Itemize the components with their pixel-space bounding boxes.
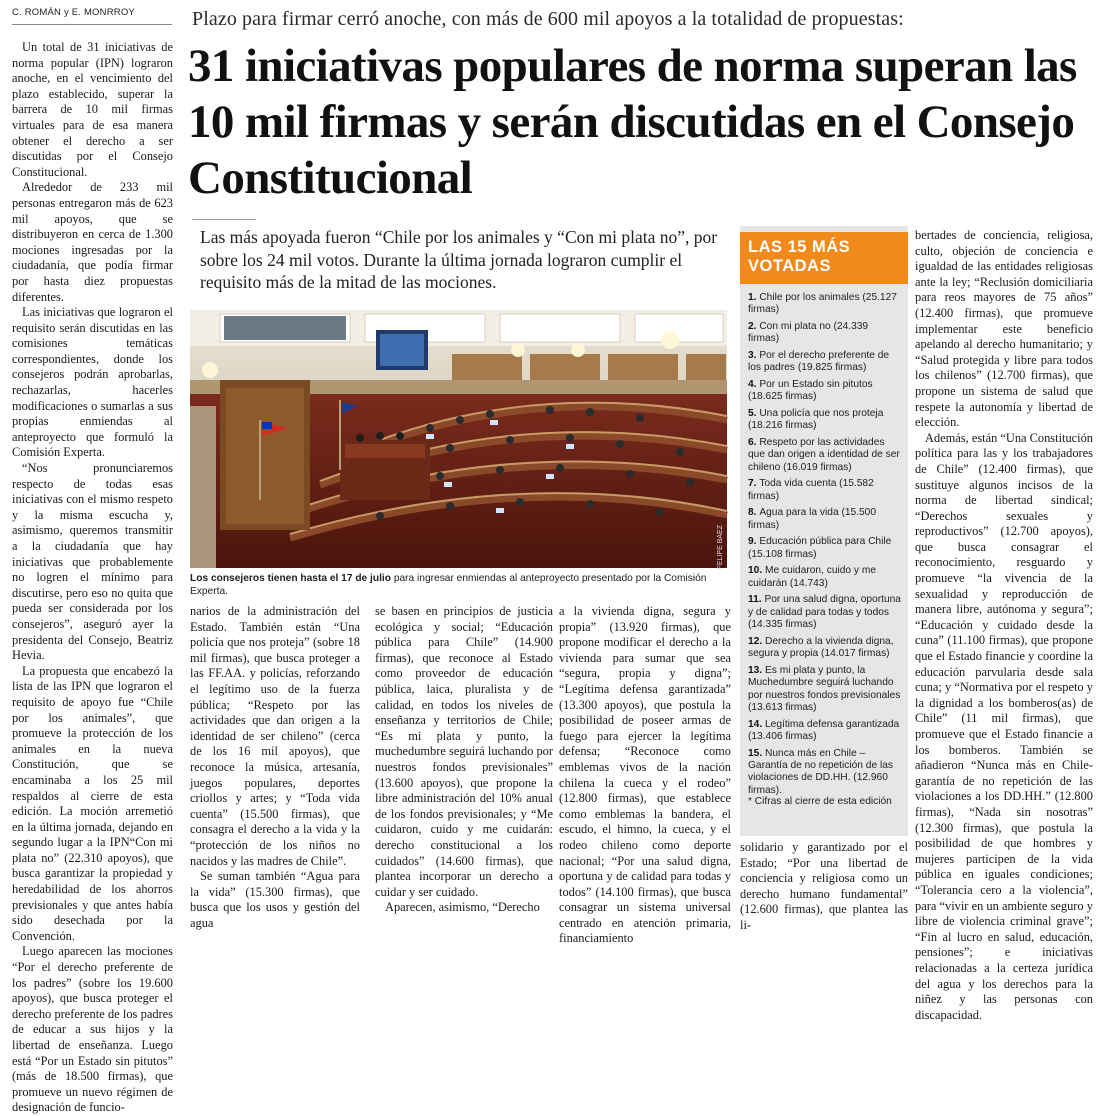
sidebar-item-number: 4.: [748, 379, 760, 390]
sidebar-list-item: [748, 507, 902, 532]
sidebar-item-text: Nunca más en Chile – Garantía de no repetición de las violaciones de DD.HH. (12.960 firmas).: [748, 747, 893, 796]
sidebar-item-number: 3.: [748, 350, 760, 361]
sidebar-list-item: [748, 719, 902, 744]
sidebar-item-text: Por un Estado sin pitutos (18.625 firmas): [748, 379, 873, 403]
sidebar-item-text: Es mi plata y punto, la Muchedumbre seguirá luchando por nuestros fondos previsionales (13.613 firmas): [748, 664, 901, 714]
sidebar-item-number: 8.: [748, 507, 760, 519]
sidebar-item-number: 7.: [748, 478, 760, 490]
sidebar-item-number: 13.: [748, 664, 765, 676]
sidebar-note: * Cifras al cierre de esta edición: [748, 796, 892, 807]
body-column-4: [559, 604, 731, 947]
sidebar-item-text: Derecho a la vivienda digna, segura y propia (14.017 firmas): [748, 635, 894, 660]
sidebar-item-text: Agua para la vida (15.500 firmas): [748, 507, 877, 531]
sidebar-list-item: [748, 408, 902, 433]
lead-paragraph: Las más apoyada fueron “Chile por los animales y “Con mi plata no”, por sobre los 24 mil votos. Durante la última jornada lograron cumplir el requisito más de la mitad de las mociones.: [200, 227, 718, 292]
sidebar-list-item: [748, 594, 902, 631]
body-paragraph: Aparecen, asimismo, “Derecho: [385, 900, 540, 915]
sidebar-list-item: [748, 748, 902, 798]
sidebar-list-item: [748, 478, 902, 503]
body-column-5: [740, 840, 908, 934]
body-paragraph: Las iniciativas que lograron el requisito serán discutidas en las comisiones temáticas correspondientes, donde los consejeros podrán aprobarlas, rechazarlas, hacerles modificaciones o sumarlas a sus propias enmiendas al anteproyecto que formuló la Comisión Experta.: [12, 305, 173, 460]
sidebar-item-number: 2.: [748, 321, 760, 332]
sidebar-item-text: Una policía que nos proteja (18.216 firmas): [748, 408, 884, 432]
photo-caption: [190, 572, 727, 598]
sidebar-item-number: 9.: [748, 536, 760, 548]
body-paragraph: Luego aparecen las mociones “Por el derecho preferente de los padres” (sobre los 19.600 apoyos), que busca proteger el derecho preferente de los padres de educar a sus hijos y la libertad de enseñanza. Luego está “Por un Estado sin pitutos” (más de 18.500 firmas), que promueve un nuevo régimen de designación de funcio-: [12, 944, 173, 1115]
caption-bold: Los consejeros tienen hasta el 17 de julio: [190, 573, 391, 584]
sidebar-item-text: Respeto por las actividades que dan origen a identidad de ser chileno (16.019 firmas): [748, 437, 900, 473]
body-paragraph: “Nos pronunciaremos respecto de todas esas iniciativas con el mismo respeto y la misma escucha y, asimismo, queremos transmitir a la ciudadanía que hay iniciativas que probablemente no logren el mínimo para discutirse, pero eso no quita que pueda ser considerada por los consejeros”, aseguró ayer la presidenta del Consejo, Beatriz Hevia.: [12, 461, 173, 663]
body-column-2: [190, 604, 360, 931]
sidebar-item-number: 6.: [748, 437, 760, 448]
sidebar-item-number: 14.: [748, 718, 765, 730]
sidebar-title: LAS 15 MÁS VOTADAS: [740, 232, 908, 284]
sidebar-list-item: [748, 565, 902, 590]
sidebar-item-text: Toda vida cuenta (15.582 firmas): [748, 478, 874, 502]
sidebar-box: [740, 226, 908, 836]
sidebar-list-item: [748, 321, 902, 346]
sidebar-item-text: Chile por los animales (25.127 firmas): [748, 292, 897, 316]
byline: C. ROMÁN y E. MONRROY: [12, 7, 135, 18]
body-paragraph: se basen en principios de justicia ecológica y social; “Educación pública para Chile” (14.900 firmas), que reconoce al Estado como proveedor de educación pública, laica, pluralista y de calidad, en todos los niveles de enseñanza y territorios de Chile; “Es mi plata y punto, la muchedumbre seguirá luchando por nuestros fondos previsionales” (13.600 apoyos), que propone la libre administración del 10% anual de los fondos previsionales; y “Me cuidaron, cuido y me cuidarán: derecho constitucional a los cuidados” (14.600 firmas), que plantea incorporar un derecho a cuidar y ser cuidado.: [375, 604, 553, 899]
sidebar-item-number: 15.: [748, 747, 765, 759]
kicker: Plazo para firmar cerró anoche, con más de 600 mil apoyos a la totalidad de propuestas:: [192, 8, 904, 30]
body-paragraph: solidario y garantizado por el Estado; “Por una libertad de conciencia y religiosa como un derecho humano fundamental” (12.600 firmas), que plantea las li-: [740, 840, 908, 932]
sidebar-item-text: Por el derecho preferente de los padres (19.825 firmas): [748, 350, 890, 374]
photo: [190, 310, 727, 568]
body-paragraph: Se suman también “Agua para la vida” (15.300 firmas), que busca que los usos y gestión del agua: [190, 869, 360, 930]
sidebar-list-item: [748, 350, 902, 375]
body-paragraph: La propuesta que encabezó la lista de las IPN que lograron el requisito de apoyo fue “Chile por los animales”, que promueve la protección de los animales en la nueva Constitución, que se encaminaba a los 25 mil respaldos al cierre de esta edición. La moción arremetió en la última jornada, dejando en segundo lugar a la IPN“Con mi plata no” (22.310 apoyos), que busca garantizar la propiedad y heredabilidad de los ahorros previsionales y que antes había sido desechada por la Convención.: [12, 663, 173, 943]
sidebar-item-text: Legítima defensa garantizada (13.406 firmas): [748, 718, 900, 743]
body-column-6: [915, 228, 1093, 1023]
body-paragraph: Alrededor de 233 mil personas entregaron más de 623 mil apoyos, que se distribuyeron en cerca de 1.300 mociones ingresadas por la ciudadanía, que podía firmar por hasta diez propuestas diferentes.: [12, 180, 173, 304]
sidebar-list-item: [748, 536, 902, 561]
photo-credit: FELIPE BAEZ: [717, 525, 724, 570]
sidebar-list: [748, 292, 902, 801]
body-paragraph: Además, están “Una Constitución política para las y los trabajadores de Chile” (12.400 firmas), que sustituye algunos incisos de la norma de libertad sindical; “Derechos sexuales y reproductivos” (12.700 apoyos), que busca consagrar el reconocimiento, resguardo y promueve “la vivencia de la sexualidad y reproducción de manera libre, autónoma y segura”; “Educación y cuidado desde la cuna” (11.100 firmas), que propone que el Estado financie y coordine la educación parvularia desde sala cuna; y “Normativa por el respeto y la dignidad a los bomberos(as) de Chile” (11 mil firmas), que promueve que el Estado financie a los bomberos. También se añadieron “Nunca más en Chile- garantía de no repetición de las violaciones a los DD.HH.” (12.800 firmas), “Nada sin nosotras” (12.300 firmas), que postula la posibilidad de que hombres y mujeres participen de la vida pública en iguales condiciones; “Tolerancia cero a la violencia”, para “vivir en un ambiente seguro y libre de violencia criminal grave”; “Fin al lucro en salud, educación, pensiones”; e iniciativas relacionadas a la certeza jurídica del agua y los derechos para la niñez y las personas con discapacidad.: [915, 430, 1093, 1022]
sidebar-list-item: [748, 437, 902, 474]
sidebar-item-text: Por una salud digna, oportuna y de calidad para todas y todos (14.335 firmas): [748, 594, 901, 631]
body-paragraph: narios de la administración del Estado. También están “Una policía que nos proteja” (sobre 18 mil firmas), que busca proteger a las FF.AA. y policías, reforzando el legítimo uso de la fuerza pública; “Respeto por las actividades que dan origen a la identidad de ser chileno” (cerca de los 16 mil apoyos), que reconoce la música, artesanía, juegos populares, deportes criollos y artes; y “Toda vida cuenta” (15.500 firmas), que consagra el derecho a la vida y la “protección de los niños no nacidos y las madres de Chile”.: [190, 604, 360, 868]
byline-rule: [12, 24, 172, 25]
sidebar-list-item: [748, 636, 902, 661]
sidebar-item-text: Con mi plata no (24.339 firmas): [748, 321, 869, 345]
headline: 31 iniciativas populares de norma superan las 10 mil firmas y serán discutidas en el Consejo Constitucional: [188, 40, 1077, 204]
sidebar-list-item: [748, 292, 902, 317]
body-paragraph: a la vivienda digna, segura y propia” (13.920 firmas), que propone modificar el derecho a la vivienda para sumar que sea “segura, propia y digna”; “Legítima defensa garantizada” (13.300 apoyos), que postula la posibilidad de poseer armas de fuego para ejercer la legítima defensa; “Reconoce como emblemas vivos de la nación chilena la cueca y el rodeo” (12.800 firmas), que establece como emblemas la bandera, el escudo, el himno, la cueca, y el rodeo chileno como deporte nacional; “Por una salud digna, oportuna y de calidad para todas y todos” (14.100 firmas), que busca consagrar un sistema universal centrado en atención primaria, financiamiento: [559, 604, 731, 946]
sidebar-item-number: 10.: [748, 565, 765, 577]
sidebar-item-number: 5.: [748, 408, 760, 419]
sidebar-item-number: 12.: [748, 635, 765, 647]
body-paragraph: bertades de conciencia, religiosa, culto, objeción de conciencia e igualdad de las entidades religiosas ante la ley; “Reclusión domiciliaria para reos mayores de 75 años” (12.400 firmas), que promueve implementar este beneficio apelando al derecho humanitario; y “Salud protegida y libre para todos los chilenos” (12.700 firmas), que propone un sistema de salud que respete la autonomía y libertad de elección.: [915, 228, 1093, 430]
sidebar-list-item: [748, 379, 902, 404]
body-column-3: [375, 604, 553, 916]
chamber-photo-illustration: [190, 310, 727, 568]
headline-rule: [192, 219, 256, 220]
sidebar-item-text: Me cuidaron, cuido y me cuidarán (14.743): [748, 565, 876, 589]
sidebar-item-number: 11.: [748, 594, 765, 606]
sidebar-list-item: [748, 665, 902, 715]
sidebar-item-number: 1.: [748, 292, 760, 303]
sidebar-item-text: Educación pública para Chile (15.108 firmas): [748, 536, 892, 560]
caption-text: para ingresar enmiendas al anteproyecto presentado por la Comisión Experta.: [190, 573, 707, 597]
body-paragraph: Un total de 31 iniciativas de norma popular (IPN) lograron anoche, en el vencimiento del plazo establecido, superar la barrera de 10 mil firmas virtuales para de esa manera obtener el derecho a ser discutidas por el Consejo Constitucional.: [12, 40, 173, 179]
body-column-1: [12, 40, 173, 1116]
